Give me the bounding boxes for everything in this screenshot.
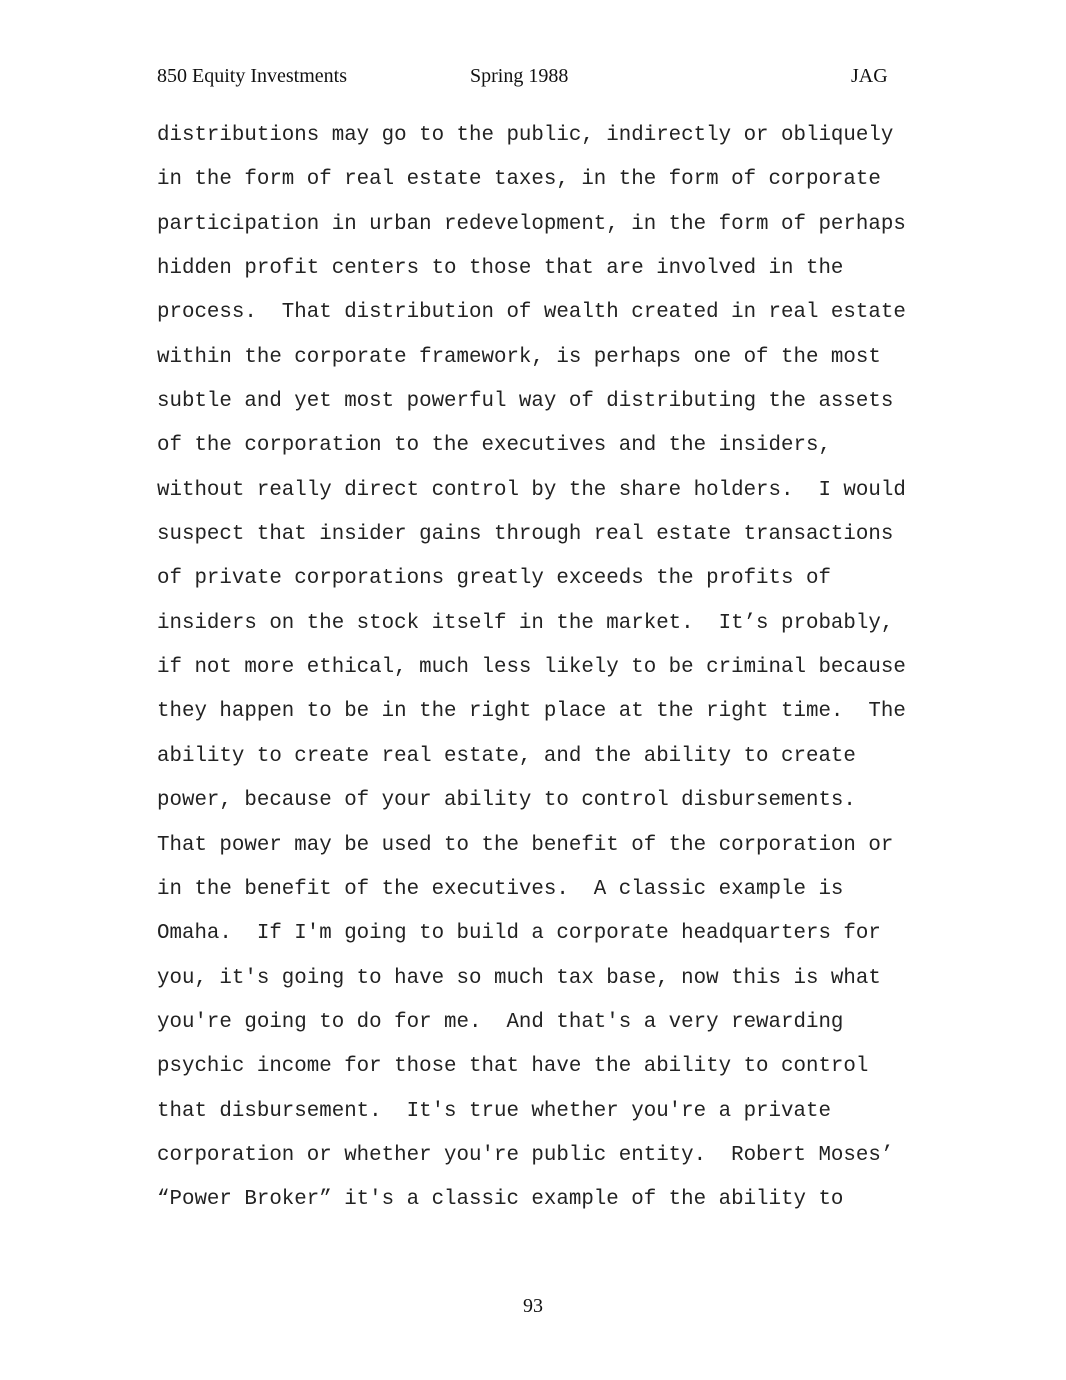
text-line: within the corporate framework, is perhaps one of the most — [157, 345, 881, 369]
header-course-title: 850 Equity Investments — [157, 65, 347, 87]
text-line: you're going to do for me. And that's a very rewarding — [157, 1010, 844, 1034]
text-line: ability to create real estate, and the ability to create — [157, 744, 856, 768]
text-line: without really direct control by the share holders. I would — [157, 478, 906, 502]
text-line: distributions may go to the public, indirectly or obliquely — [157, 124, 894, 147]
text-line: “Power Broker” it's a classic example of the ability to — [157, 1188, 844, 1212]
text-line: if not more ethical, much less likely to be criminal because — [157, 656, 906, 680]
text-line: hidden profit centers to those that are involved in the — [157, 257, 844, 281]
text-line: corporation or whether you're public entity. Robert Moses’ — [157, 1143, 894, 1167]
text-line: psychic income for those that have the ability to control — [157, 1055, 869, 1079]
text-line: Omaha. If I'm going to build a corporate headquarters for — [157, 922, 881, 946]
text-line: process. That distribution of wealth created in real estate — [157, 301, 906, 325]
page-header — [0, 62, 1066, 90]
text-line: power, because of your ability to control disbursements. — [157, 789, 856, 813]
text-line: insiders on the stock itself in the market. It’s probably, — [157, 611, 894, 635]
text-line: subtle and yet most powerful way of distributing the assets — [157, 390, 894, 414]
text-line: in the form of real estate taxes, in the form of corporate — [157, 168, 881, 192]
text-line: you, it's going to have so much tax base, now this is what — [157, 966, 881, 990]
text-line: participation in urban redevelopment, in the form of perhaps — [157, 212, 906, 236]
text-line: they happen to be in the right place at the right time. The — [157, 700, 906, 724]
text-line: that disbursement. It's true whether you're a private — [157, 1099, 831, 1123]
header-author-initials: JAG — [851, 65, 888, 87]
page-number: 93 — [523, 1295, 543, 1317]
text-line: of private corporations greatly exceeds the profits of — [157, 567, 831, 591]
header-term: Spring 1988 — [470, 65, 569, 87]
text-line: of the corporation to the executives and the insiders, — [157, 434, 831, 458]
text-line: in the benefit of the executives. A classic example is — [157, 877, 844, 901]
text-line: suspect that insider gains through real estate transactions — [157, 523, 894, 547]
transcript-body — [157, 114, 947, 1223]
text-line: That power may be used to the benefit of the corporation or — [157, 833, 894, 857]
